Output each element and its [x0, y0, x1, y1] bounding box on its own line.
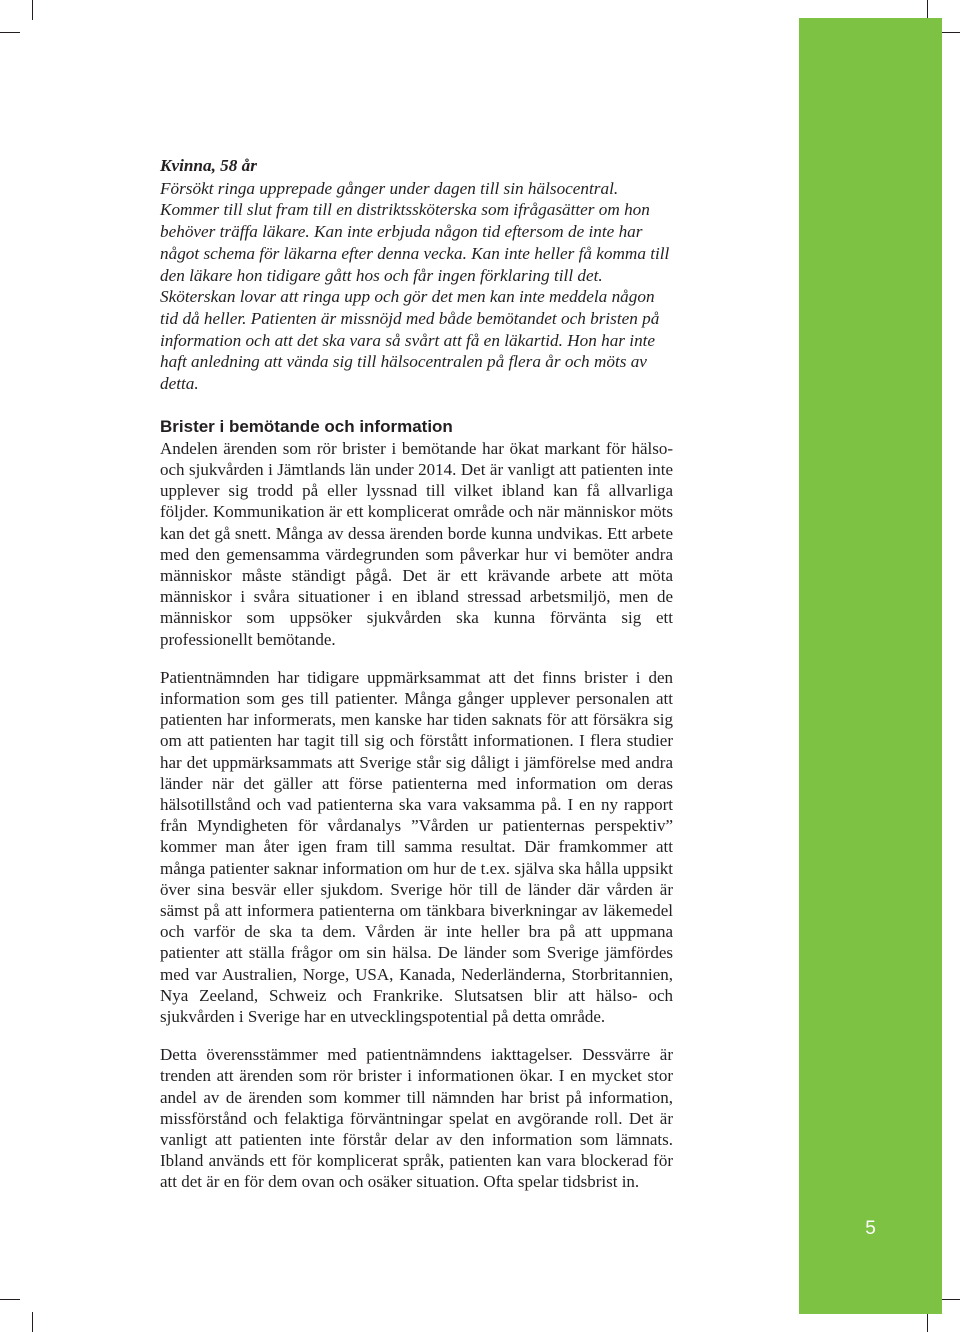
crop-mark	[0, 32, 20, 33]
body-paragraph: Andelen ärenden som rör brister i bemötande har ökat markant för hälso- och sjukvården i Jämtlands län under 2014. Det är vanligt att patienten inte upplever sig trodd på eller lyssnad till vilket ibland kan få allvarliga följder. Kommunikation är ett komplicerat område och när människor möts kan det gå snett. Många av dessa ärenden borde kunna undvikas. Ett arbete med den gemensamma värdegrunden som påverkar hur vi bemöter andra människor måste ständigt pågå. Det är ett krävande arbete att möta människor i svåra situationer i en ibland stressad arbetsmiljö, men de människor som uppsöker sjukvården ska kunna förvänta sig ett professionellt bemötande.	[160, 438, 673, 649]
crop-mark	[32, 0, 33, 20]
page-content	[160, 155, 673, 1210]
body-paragraph: Detta överensstämmer med patientnämndens iakttagelser. Dessvärre är trenden att ärenden som rör brister i informationen ökar. I en mycket stor andel av de ärenden som kommer till nämnden har brist på information, missförstånd och felaktiga förväntningar spelat en avgörande roll. Det är vanligt att patienten inte förstår delar av den information som lämnats. Ibland används ett för komplicerat språk, patienten kan vara blockerad för att det är en för dem ovan och osäker situation. Ofta spelar tidsbrist in.	[160, 1045, 673, 1192]
page-number: 5	[865, 1218, 876, 1239]
body-paragraph: Patientnämnden har tidigare uppmärksammat att det finns brister i den information som ges till patienter. Många gånger upplever personalen att patienten har informerats, men kanske har tiden saknats för att försäkra sig om att patienten har tagit till sig och förstått informationen. I flera studier har det uppmärksammats att Sverige står sig dåligt i jämförelse med andra länder när det gäller att förse patienterna med information om deras hälsotillstånd och vad patienterna ska vara vaksamma på. I en ny rapport från Myndigheten för vårdanalys ”Vården ur patienternas perspektiv” kommer man åter igen fram till samma resultat. Där framkommer att många patienter saknar information om hur de t.ex. själva ska hålla uppsikt över sina besvär eller sjukdom. Sverige hör till de länder där vården är sämst på att informera patienterna om tänkbara biverkningar av läkemedel och varför de ska ta dem. Vården är inte heller bra på att uppmana patienter att ställa frågor om sin hälsa. De länder som Sverige jämfördes med var Australien, Norge, USA, Kanada, Nederländerna, Storbritannien, Nya Zeeland, Schweiz och Frankrike. Slutsatsen blir att hälso- och sjukvården i Sverige har en utvecklingspotential på detta område.	[160, 667, 673, 1027]
crop-mark	[0, 1299, 20, 1300]
crop-mark	[32, 1312, 33, 1332]
patient-case	[160, 155, 673, 395]
side-accent-bar	[799, 18, 942, 1314]
crop-mark	[927, 1312, 928, 1332]
crop-mark	[940, 1299, 960, 1300]
case-body: Kan inte heller få komma till den läkare hon tidigare gått hos och får ingen förklaring till det. Sköterskan lovar att ringa upp och gör det men kan inte meddela någon tid då heller. Patienten är missnöjd med både bemötandet och bristen på information och att det ska vara så svårt att få en läkartid. Hon har inte haft anledning att vända sig till hälsocentralen på flera år och möts av detta.	[160, 243, 670, 394]
section-heading: Brister i bemötande och information	[160, 416, 453, 436]
case-title: Kvinna, 58 år	[160, 156, 257, 175]
crop-mark	[940, 32, 960, 33]
crop-mark	[927, 0, 928, 20]
case-lead: Försökt ringa upprepade gånger under dagen till sin hälsocentral. Kommer till slut fram till en distriktssköterska som ifrågasätter om hon behöver träffa läkare. Kan inte erbjuda någon tid eftersom de inte har något schema för läkarna efter denna vecka.	[160, 178, 650, 263]
